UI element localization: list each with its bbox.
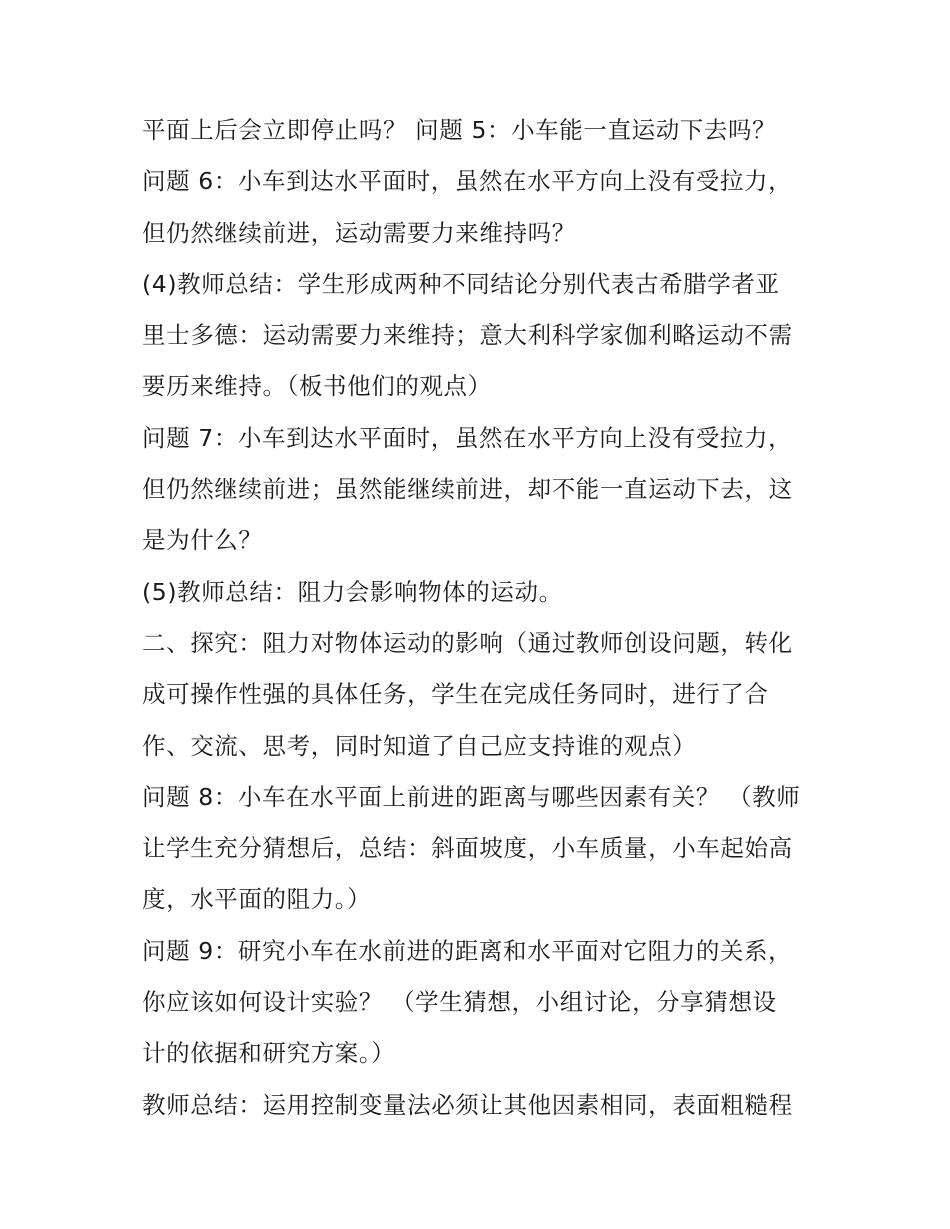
text-line-17: 问题 9：研究小车在水前进的距离和水平面对它阻力的关系， xyxy=(142,936,793,965)
text-line-13: 作、交流、思考，同时知道了自己应支持谁的观点） xyxy=(142,731,697,760)
text-line-1: 平面上后会立即停止吗？ 问题 5：小车能一直运动下去吗？ xyxy=(142,116,777,144)
text-line-18: 你应该如何设计实验？ （学生猜想，小组讨论，分享猜想设 xyxy=(142,988,777,1017)
text-line-16: 度，水平面的阻力。） xyxy=(142,885,372,914)
text-line-5: 里士多德：运动需要力来维持；意大利科学家伽利略运动不需 xyxy=(142,321,793,350)
text-line-20: 教师总结：运用控制变量法必须让其他因素相同，表面粗糙程 xyxy=(142,1090,793,1119)
text-line-12: 成可操作性强的具体任务，学生在完成任务同时，进行了合 xyxy=(142,680,769,709)
text-line-11: 二、探究：阻力对物体运动的影响（通过教师创设问题，转化 xyxy=(142,628,793,657)
text-line-7: 问题 7：小车到达水平面时，虽然在水平方向上没有受拉力， xyxy=(142,423,793,452)
text-line-3: 但仍然继续前进，运动需要力来维持吗？ xyxy=(142,218,576,247)
text-line-8: 但仍然继续前进；虽然能继续前进，却不能一直运动下去，这 xyxy=(142,475,793,504)
text-line-2: 问题 6：小车到达水平面时，虽然在水平方向上没有受拉力， xyxy=(142,167,793,196)
text-line-19: 计的依据和研究方案。） xyxy=(142,1039,396,1068)
text-line-9: 是为什么？ xyxy=(142,526,263,555)
text-line-14: 问题 8：小车在水平面上前进的距离与哪些因素有关？ （教师 xyxy=(142,782,801,811)
text-line-6: 要历来维持。（板书他们的观点） xyxy=(142,372,492,401)
body-text xyxy=(142,105,822,1131)
text-line-15: 让学生充分猜想后，总结：斜面坡度，小车质量，小车起始高 xyxy=(142,834,793,863)
text-line-4: (4)教师总结：学生形成两种不同结论分别代表古希腊学者亚 xyxy=(142,269,780,298)
text-line-10: (5)教师总结：阻力会影响物体的运动。 xyxy=(142,577,563,606)
